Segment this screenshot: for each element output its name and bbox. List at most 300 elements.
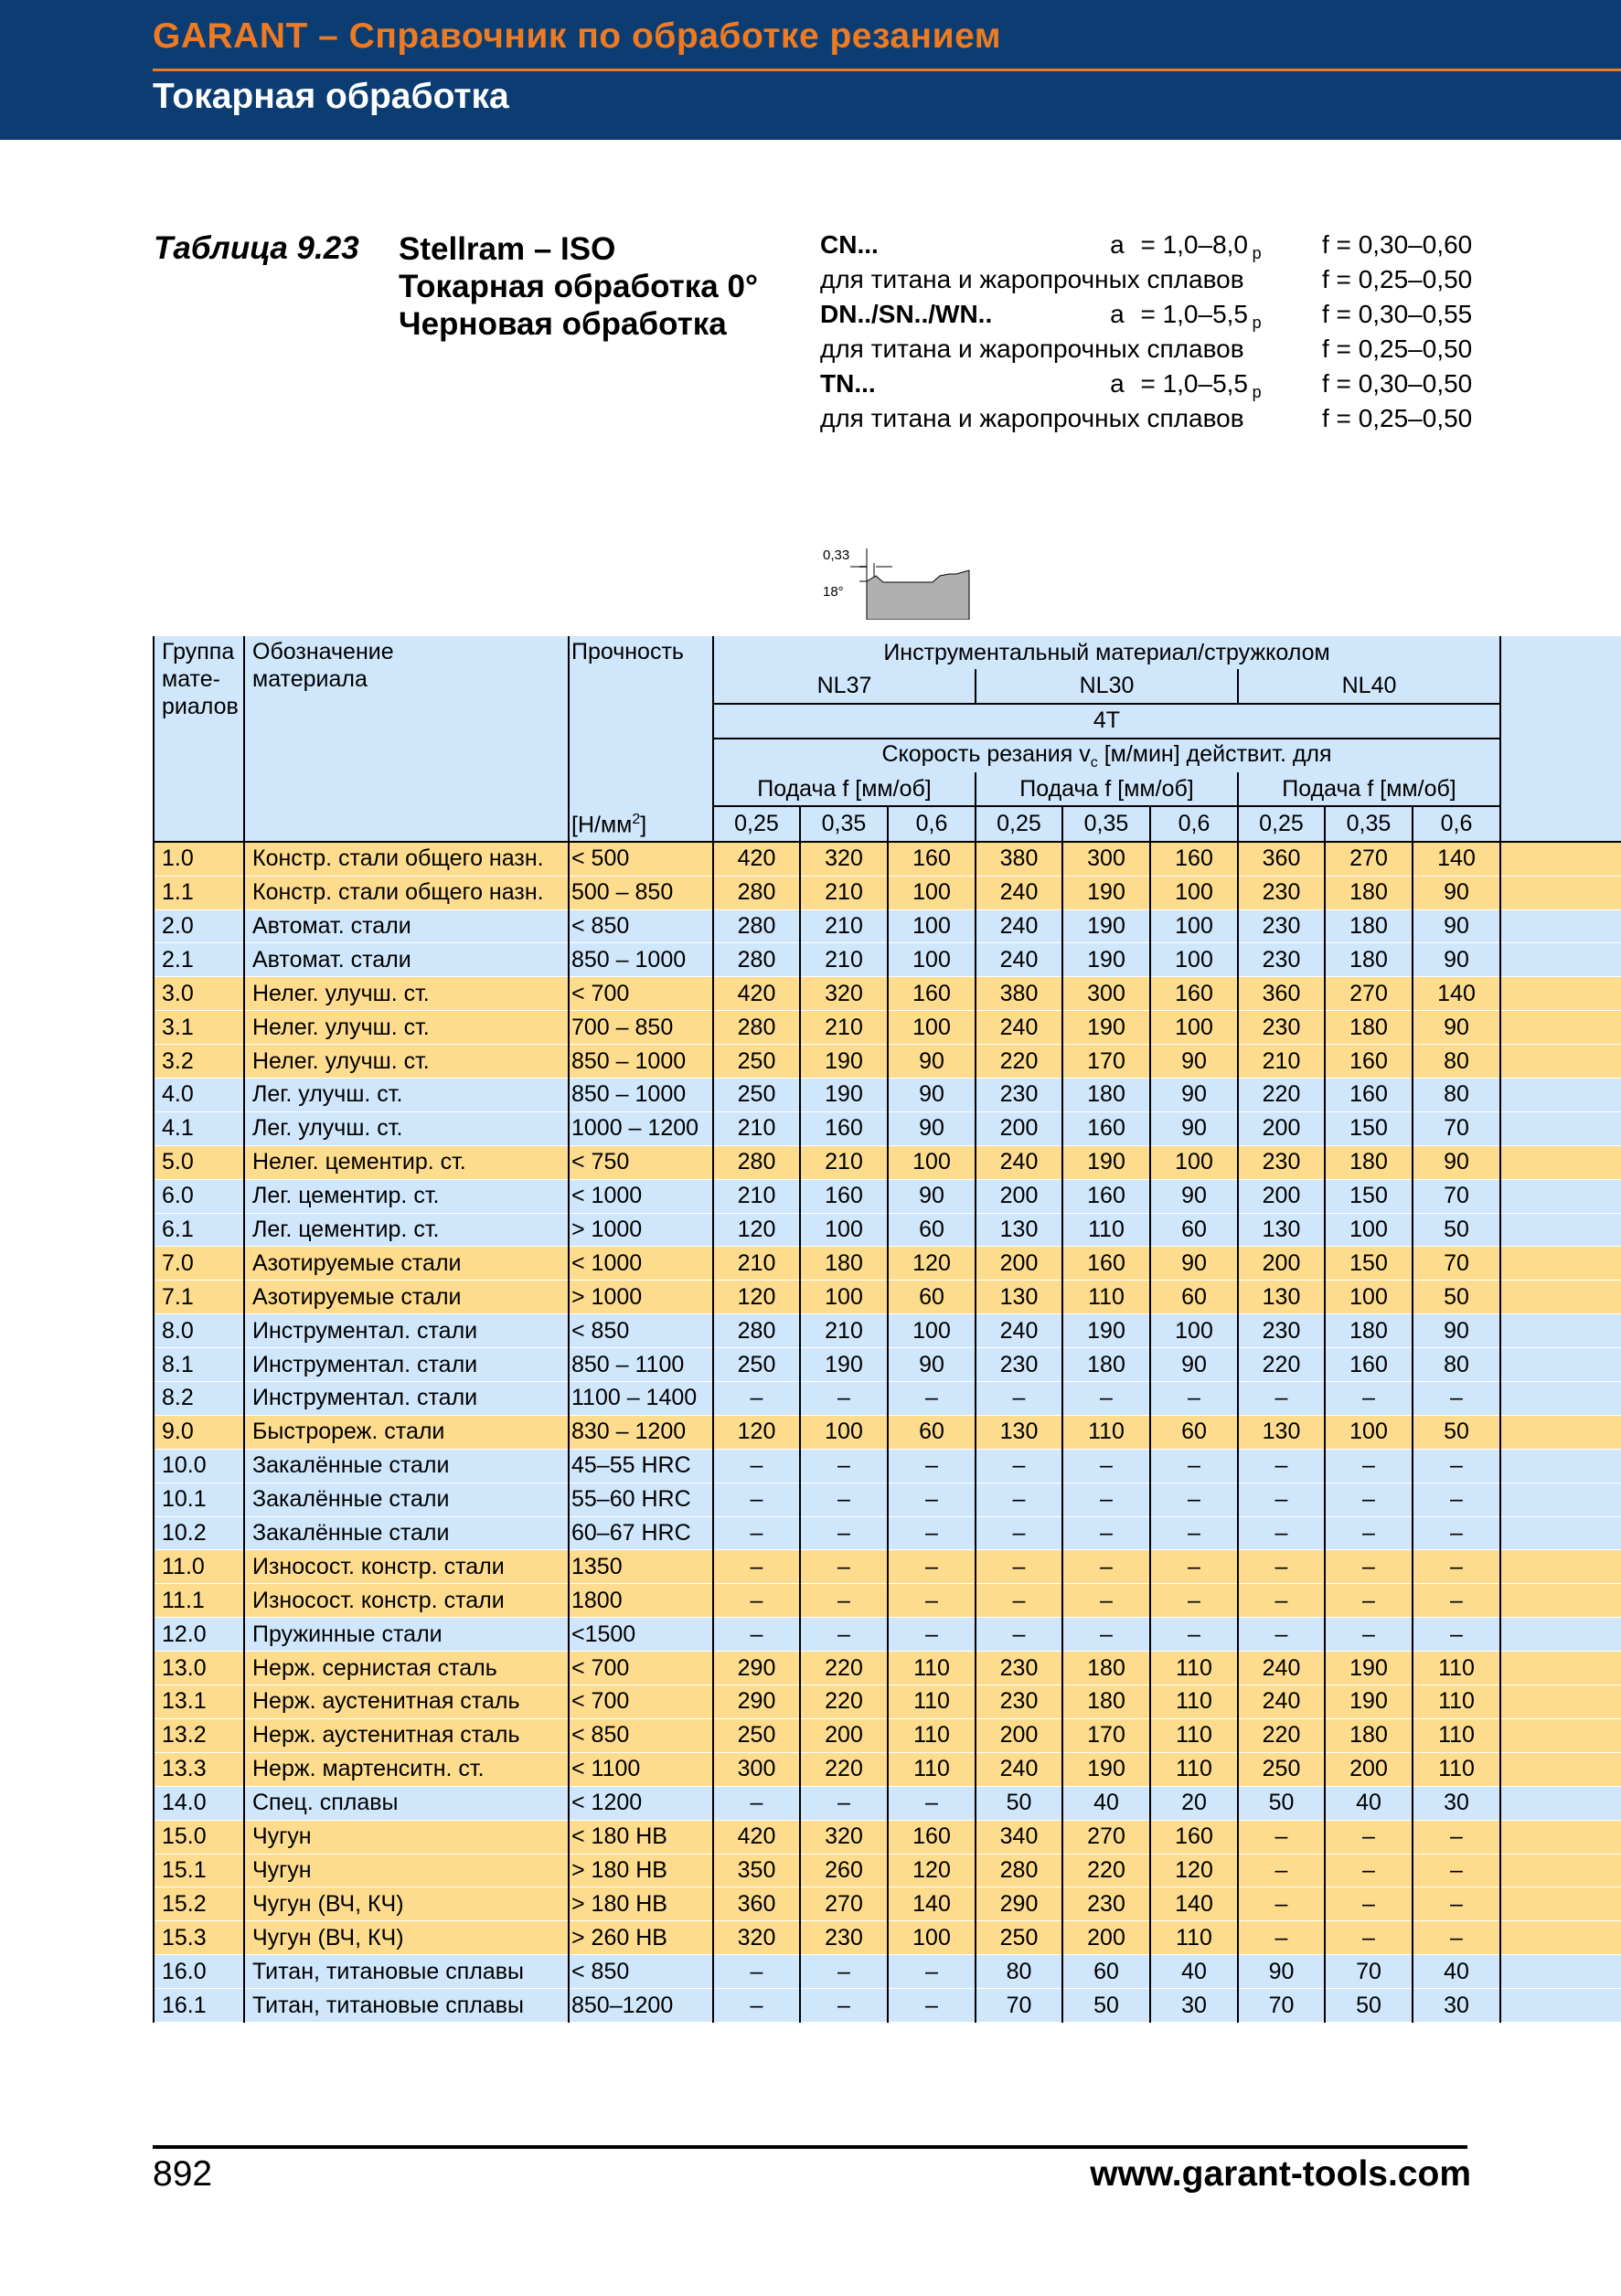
cell-material: Нерж. сернистая сталь xyxy=(244,1652,569,1685)
cell-speed: – xyxy=(1150,1449,1238,1483)
row-spacer xyxy=(1500,1921,1621,1955)
cell-speed: – xyxy=(1325,1483,1413,1516)
cell-speed: 360 xyxy=(1238,977,1325,1011)
cell-strength: > 1000 xyxy=(569,1213,713,1247)
spec-insert: для титана и жаропрочных сплавов xyxy=(820,335,1244,363)
cell-strength: <1500 xyxy=(569,1618,713,1652)
row-spacer xyxy=(1500,1887,1621,1921)
cell-strength: 850 – 1000 xyxy=(569,1079,713,1112)
cell-speed: – xyxy=(1325,1854,1413,1887)
cell-speed: 110 xyxy=(888,1718,976,1752)
cell-speed: 230 xyxy=(976,1685,1062,1719)
cell-speed: 210 xyxy=(713,1111,800,1145)
row-spacer xyxy=(1500,1550,1621,1584)
feed-value: 0,6 xyxy=(1413,806,1500,841)
cell-speed: 230 xyxy=(976,1348,1062,1382)
cell-speed: 240 xyxy=(976,909,1062,943)
table-row xyxy=(154,1652,1621,1685)
table-row xyxy=(154,1179,1621,1213)
cell-speed: 210 xyxy=(800,876,888,909)
cell-speed: – xyxy=(1413,1516,1500,1550)
cell-speed: 160 xyxy=(888,977,976,1011)
cell-speed: 30 xyxy=(1413,1786,1500,1820)
cell-speed: 90 xyxy=(1150,1247,1238,1281)
spec-feed: f = 0,30–0,55 xyxy=(1322,300,1473,328)
cell-speed: 180 xyxy=(1062,1652,1150,1685)
cell-speed: 110 xyxy=(1150,1718,1238,1752)
cell-speed: 100 xyxy=(1150,909,1238,943)
cell-strength: 1350 xyxy=(569,1550,713,1584)
cell-speed: 230 xyxy=(1062,1887,1150,1921)
cell-speed: 140 xyxy=(888,1887,976,1921)
table-title-line: Черновая обработка xyxy=(399,306,727,342)
cell-speed: 90 xyxy=(1413,1011,1500,1045)
cell-strength: 850–1200 xyxy=(569,1989,713,2023)
table-row xyxy=(154,1752,1621,1786)
cell-speed: 280 xyxy=(976,1854,1062,1887)
cell-speed: 380 xyxy=(976,842,1062,876)
cell-speed: 110 xyxy=(1062,1415,1150,1449)
cell-speed: 100 xyxy=(1150,943,1238,977)
cell-speed: 300 xyxy=(1062,842,1150,876)
cell-group: 6.0 xyxy=(154,1179,244,1213)
cell-strength: < 500 xyxy=(569,842,713,876)
cell-speed: 130 xyxy=(976,1281,1062,1314)
cell-speed: – xyxy=(1413,1550,1500,1584)
cell-material: Закалённые стали xyxy=(244,1449,569,1483)
cell-speed: 50 xyxy=(1413,1415,1500,1449)
cell-group: 3.0 xyxy=(154,977,244,1011)
cell-speed: – xyxy=(976,1449,1062,1483)
cell-speed: 100 xyxy=(1325,1213,1413,1247)
cell-speed: 220 xyxy=(976,1045,1062,1079)
cell-strength: > 1000 xyxy=(569,1281,713,1314)
cell-material: Чугун (ВЧ, КЧ) xyxy=(244,1921,569,1955)
cell-strength: > 180 HB xyxy=(569,1887,713,1921)
cell-speed: 180 xyxy=(1062,1348,1150,1382)
cell-speed: 60 xyxy=(1150,1415,1238,1449)
cell-material: Чугун xyxy=(244,1820,569,1854)
cell-group: 8.2 xyxy=(154,1382,244,1416)
cell-group: 15.2 xyxy=(154,1887,244,1921)
cell-speed: 180 xyxy=(1325,943,1413,977)
cell-speed: – xyxy=(713,1786,800,1820)
cell-speed: 160 xyxy=(1150,842,1238,876)
spec-insert: для титана и жаропрочных сплавов xyxy=(820,265,1244,293)
cell-speed: – xyxy=(800,1955,888,1989)
cell-speed: – xyxy=(713,1449,800,1483)
cell-speed: 290 xyxy=(713,1652,800,1685)
cell-group: 9.0 xyxy=(154,1415,244,1449)
cell-speed: 90 xyxy=(1413,943,1500,977)
cell-group: 15.3 xyxy=(154,1921,244,1955)
cell-material: Быстрореж. стали xyxy=(244,1415,569,1449)
cell-speed: 190 xyxy=(1062,1145,1150,1179)
cell-speed: – xyxy=(888,1516,976,1550)
cell-speed: 240 xyxy=(976,1752,1062,1786)
cell-speed: 260 xyxy=(800,1854,888,1887)
cell-speed: 80 xyxy=(1413,1045,1500,1079)
cell-speed: 130 xyxy=(1238,1415,1325,1449)
cell-speed: 100 xyxy=(1325,1281,1413,1314)
table-row xyxy=(154,1011,1621,1045)
cell-strength: < 1200 xyxy=(569,1786,713,1820)
cell-speed: 200 xyxy=(976,1247,1062,1281)
cell-group: 5.0 xyxy=(154,1145,244,1179)
row-spacer xyxy=(1500,1213,1621,1247)
spec-row xyxy=(820,335,1488,369)
cell-speed: – xyxy=(1413,1618,1500,1652)
table-row xyxy=(154,943,1621,977)
cell-speed: 230 xyxy=(1238,909,1325,943)
spec-feed: f = 0,25–0,50 xyxy=(1322,335,1473,363)
feed-value: 0,25 xyxy=(1238,806,1325,841)
cell-speed: 190 xyxy=(1062,876,1150,909)
cell-speed: – xyxy=(1062,1516,1150,1550)
feed-value: 0,35 xyxy=(800,806,888,841)
cell-speed: – xyxy=(800,1382,888,1416)
spec-row: TN... a $_p$ = 1,0–5,5 f = 0,30–0,50 xyxy=(820,369,1473,401)
cell-strength: < 750 xyxy=(569,1145,713,1179)
cell-speed: – xyxy=(1325,1820,1413,1854)
cell-material: Нерж. мартенситн. ст. xyxy=(244,1752,569,1786)
cell-speed: – xyxy=(888,1989,976,2023)
cell-strength: < 1100 xyxy=(569,1752,713,1786)
cell-speed: 60 xyxy=(1062,1955,1150,1989)
cell-speed: 340 xyxy=(976,1820,1062,1854)
cell-speed: 250 xyxy=(713,1045,800,1079)
table-row xyxy=(154,1550,1621,1584)
cell-speed: 180 xyxy=(1325,909,1413,943)
page-number: 892 xyxy=(153,2154,213,2194)
cell-speed: – xyxy=(1238,1820,1325,1854)
cell-speed: 100 xyxy=(888,1011,976,1045)
cell-group: 15.1 xyxy=(154,1854,244,1887)
cell-strength: < 1000 xyxy=(569,1179,713,1213)
cell-speed: 100 xyxy=(1150,1011,1238,1045)
cell-speed: 60 xyxy=(888,1281,976,1314)
cell-speed: 90 xyxy=(888,1348,976,1382)
col-header-strength-label: Прочность xyxy=(571,639,684,664)
col-header-material-line: материала xyxy=(252,666,368,692)
cell-speed: 130 xyxy=(976,1213,1062,1247)
cell-speed: 180 xyxy=(800,1247,888,1281)
cell-speed: 90 xyxy=(888,1079,976,1112)
cell-speed: 380 xyxy=(976,977,1062,1011)
table-row xyxy=(154,1921,1621,1955)
grade-nl37: NL37 xyxy=(713,669,976,703)
cell-speed: 40 xyxy=(1062,1786,1150,1820)
cell-speed: 40 xyxy=(1413,1955,1500,1989)
cell-speed: – xyxy=(1062,1584,1150,1618)
cell-speed: – xyxy=(1150,1550,1238,1584)
cell-speed: 110 xyxy=(1413,1652,1500,1685)
cell-strength: 1100 – 1400 xyxy=(569,1382,713,1416)
cell-speed: 100 xyxy=(888,943,976,977)
cell-speed: – xyxy=(1238,1584,1325,1618)
row-spacer xyxy=(1500,1179,1621,1213)
row-spacer xyxy=(1500,943,1621,977)
cell-speed: – xyxy=(1238,1449,1325,1483)
cell-speed: 160 xyxy=(1150,977,1238,1011)
row-spacer xyxy=(1500,1584,1621,1618)
feed-value: 0,35 xyxy=(1325,806,1413,841)
cell-group: 4.1 xyxy=(154,1111,244,1145)
header-title: GARANT – Справочник по обработке резанием xyxy=(153,16,1002,56)
cell-speed: – xyxy=(1062,1449,1150,1483)
cell-speed: 250 xyxy=(713,1718,800,1752)
table-row xyxy=(154,1382,1621,1416)
cell-group: 1.1 xyxy=(154,876,244,909)
cell-speed: 210 xyxy=(800,909,888,943)
cell-speed: 120 xyxy=(713,1281,800,1314)
cell-strength: 45–55 HRC xyxy=(569,1449,713,1483)
row-spacer xyxy=(1500,1752,1621,1786)
cell-speed: 70 xyxy=(1325,1955,1413,1989)
cell-speed: 190 xyxy=(800,1045,888,1079)
cell-speed: 280 xyxy=(713,876,800,909)
cell-group: 16.1 xyxy=(154,1989,244,2023)
grade-nl30: NL30 xyxy=(976,669,1238,703)
cell-speed: 70 xyxy=(976,1989,1062,2023)
cell-strength: 60–67 HRC xyxy=(569,1516,713,1550)
cell-material: Износост. констр. стали xyxy=(244,1550,569,1584)
cell-speed: 100 xyxy=(800,1415,888,1449)
cell-speed: 230 xyxy=(1238,943,1325,977)
spec-insert: TN... xyxy=(820,369,876,398)
cell-speed: 120 xyxy=(1150,1854,1238,1887)
cell-speed: 60 xyxy=(888,1415,976,1449)
cell-speed: 100 xyxy=(888,1921,976,1955)
cell-material: Титан, титановые сплавы xyxy=(244,1955,569,1989)
header-rule xyxy=(153,69,1621,71)
cell-speed: – xyxy=(1413,1584,1500,1618)
spec-insert: DN../SN../WN.. xyxy=(820,300,993,328)
cell-speed: 230 xyxy=(1238,1314,1325,1348)
cell-group: 10.1 xyxy=(154,1483,244,1516)
cell-group: 6.1 xyxy=(154,1213,244,1247)
cell-speed: 190 xyxy=(1062,1011,1150,1045)
cell-material: Титан, титановые сплавы xyxy=(244,1989,569,2023)
row-spacer xyxy=(1500,1955,1621,1989)
cell-speed: 240 xyxy=(976,1314,1062,1348)
cell-speed: 100 xyxy=(800,1213,888,1247)
row-spacer xyxy=(1500,977,1621,1011)
cell-speed: 180 xyxy=(1325,1011,1413,1045)
cell-speed: – xyxy=(800,1483,888,1516)
cell-group: 10.2 xyxy=(154,1516,244,1550)
cell-group: 11.0 xyxy=(154,1550,244,1584)
cell-group: 12.0 xyxy=(154,1618,244,1652)
cell-speed: – xyxy=(1413,1887,1500,1921)
cell-speed: 90 xyxy=(1150,1179,1238,1213)
cell-speed: 280 xyxy=(713,1314,800,1348)
cell-speed: 210 xyxy=(800,1011,888,1045)
row-spacer xyxy=(1500,1989,1621,2023)
cell-speed: 240 xyxy=(976,1145,1062,1179)
cell-speed: 100 xyxy=(888,1314,976,1348)
cell-speed: – xyxy=(888,1786,976,1820)
cell-speed: 200 xyxy=(1062,1921,1150,1955)
table-title-line: Stellram – ISO xyxy=(399,231,616,267)
cell-material: Инструментал. стали xyxy=(244,1382,569,1416)
cell-speed: – xyxy=(1238,1550,1325,1584)
cell-material: Нелег. улучш. ст. xyxy=(244,1011,569,1045)
spec-feed: f = 0,30–0,60 xyxy=(1322,230,1473,259)
cell-speed: 320 xyxy=(800,842,888,876)
cell-speed: – xyxy=(1413,1449,1500,1483)
cell-speed: – xyxy=(1150,1584,1238,1618)
cell-speed: – xyxy=(888,1449,976,1483)
cell-speed: 210 xyxy=(800,1145,888,1179)
cell-speed: – xyxy=(1325,1921,1413,1955)
cell-speed: 230 xyxy=(1238,1011,1325,1045)
cell-speed: 100 xyxy=(1150,876,1238,909)
cell-speed: 80 xyxy=(976,1955,1062,1989)
cell-speed: 110 xyxy=(1413,1718,1500,1752)
grade-nl40: NL40 xyxy=(1238,669,1500,703)
table-row xyxy=(154,1718,1621,1752)
table-row xyxy=(154,1045,1621,1079)
cell-speed: 160 xyxy=(888,1820,976,1854)
cell-speed: 110 xyxy=(1062,1213,1150,1247)
cell-speed: 120 xyxy=(888,1854,976,1887)
feed-value: 0,35 xyxy=(1062,806,1150,841)
feed-label: Подача f [мм/об] xyxy=(1238,772,1500,806)
cell-speed: – xyxy=(713,1618,800,1652)
row-spacer xyxy=(1500,1011,1621,1045)
cell-speed: 360 xyxy=(713,1887,800,1921)
cell-speed: 170 xyxy=(1062,1718,1150,1752)
cell-speed: – xyxy=(800,1786,888,1820)
table-row xyxy=(154,1415,1621,1449)
cell-speed: 180 xyxy=(1325,1145,1413,1179)
row-spacer xyxy=(1500,1718,1621,1752)
cell-speed: 180 xyxy=(1325,876,1413,909)
cell-speed: 110 xyxy=(1150,1685,1238,1719)
cell-speed: – xyxy=(713,1516,800,1550)
cell-strength: 850 – 1000 xyxy=(569,1045,713,1079)
cutting-speed-label: Скорость резания $v_c$ [м/мин] действит. для xyxy=(713,739,1500,772)
cell-speed: 80 xyxy=(1413,1348,1500,1382)
feed-label: Подача f [мм/об] xyxy=(713,772,976,806)
cell-strength: < 700 xyxy=(569,1652,713,1685)
cell-speed: 90 xyxy=(1413,1314,1500,1348)
cell-speed: 240 xyxy=(976,943,1062,977)
cell-speed: 210 xyxy=(800,1314,888,1348)
cell-speed: 220 xyxy=(800,1652,888,1685)
cell-speed: 230 xyxy=(1238,1145,1325,1179)
cell-speed: 110 xyxy=(1150,1921,1238,1955)
cell-speed: 140 xyxy=(1413,977,1500,1011)
col-header-strength xyxy=(569,636,713,842)
cell-speed: 30 xyxy=(1413,1989,1500,2023)
cell-speed: 190 xyxy=(1062,1752,1150,1786)
cell-speed: 230 xyxy=(800,1921,888,1955)
row-spacer xyxy=(1500,1145,1621,1179)
cell-speed: 100 xyxy=(1325,1415,1413,1449)
table-row xyxy=(154,1281,1621,1314)
spec-row: CN... a $_p$ = 1,0–8,0 f = 0,30–0,60 xyxy=(820,230,1473,262)
cell-speed: 90 xyxy=(1413,876,1500,909)
row-spacer xyxy=(1500,1854,1621,1887)
spec-insert: для титана и жаропрочных сплавов xyxy=(820,404,1244,432)
cell-speed: 70 xyxy=(1413,1247,1500,1281)
cell-speed: – xyxy=(1150,1516,1238,1550)
cell-speed: 200 xyxy=(976,1718,1062,1752)
cell-speed: 200 xyxy=(1238,1247,1325,1281)
cell-speed: 360 xyxy=(1238,842,1325,876)
cell-strength: 850 – 1000 xyxy=(569,943,713,977)
cell-speed: 240 xyxy=(1238,1685,1325,1719)
cell-speed: 110 xyxy=(1150,1752,1238,1786)
row-spacer xyxy=(1500,1820,1621,1854)
cell-speed: 160 xyxy=(1150,1820,1238,1854)
cell-speed: 250 xyxy=(713,1348,800,1382)
row-spacer xyxy=(1500,1786,1621,1820)
cell-speed: 210 xyxy=(713,1179,800,1213)
table-row xyxy=(154,1887,1621,1921)
row-spacer xyxy=(1500,1618,1621,1652)
cell-material: Лег. улучш. ст. xyxy=(244,1111,569,1145)
cell-speed: – xyxy=(976,1584,1062,1618)
cell-speed: 180 xyxy=(1325,1718,1413,1752)
cell-speed: 190 xyxy=(1062,909,1150,943)
cell-speed: 220 xyxy=(800,1685,888,1719)
cell-speed: 130 xyxy=(1238,1213,1325,1247)
cell-speed: 420 xyxy=(713,1820,800,1854)
cell-speed: 150 xyxy=(1325,1179,1413,1213)
row-spacer xyxy=(1500,1348,1621,1382)
row-spacer xyxy=(1500,842,1621,876)
feed-value: 0,25 xyxy=(976,806,1062,841)
table-row xyxy=(154,1483,1621,1516)
cell-speed: 110 xyxy=(888,1652,976,1685)
cell-group: 2.0 xyxy=(154,909,244,943)
cell-material: Инструментал. стали xyxy=(244,1314,569,1348)
table-row xyxy=(154,977,1621,1011)
cell-material: Нелег. улучш. ст. xyxy=(244,1045,569,1079)
cell-speed: 320 xyxy=(713,1921,800,1955)
cell-speed: – xyxy=(1413,1483,1500,1516)
table-row xyxy=(154,1348,1621,1382)
cell-strength: < 850 xyxy=(569,909,713,943)
cell-speed: 230 xyxy=(1238,876,1325,909)
cell-material: Нелег. улучш. ст. xyxy=(244,977,569,1011)
cell-speed: 200 xyxy=(1238,1179,1325,1213)
cell-speed: – xyxy=(976,1516,1062,1550)
cell-speed: 270 xyxy=(1325,977,1413,1011)
cell-speed: 200 xyxy=(800,1718,888,1752)
cutting-speed-table xyxy=(153,636,1621,2023)
cell-speed: 210 xyxy=(1238,1045,1325,1079)
cell-speed: – xyxy=(800,1584,888,1618)
cell-speed: – xyxy=(1238,1483,1325,1516)
table-row xyxy=(154,1955,1621,1989)
cell-strength: 830 – 1200 xyxy=(569,1415,713,1449)
cell-group: 10.0 xyxy=(154,1449,244,1483)
cell-speed: – xyxy=(800,1989,888,2023)
cell-speed: – xyxy=(713,1989,800,2023)
cell-speed: 110 xyxy=(1150,1652,1238,1685)
cell-material: Лег. улучш. ст. xyxy=(244,1079,569,1112)
spec-row: DN../SN../WN.. a $_p$ = 1,0–5,5 f = 0,30–0,55 xyxy=(820,300,1473,332)
cell-speed: 90 xyxy=(1150,1348,1238,1382)
cell-speed: – xyxy=(976,1618,1062,1652)
row-spacer xyxy=(1500,1045,1621,1079)
footer-url[interactable]: www.garant-tools.com xyxy=(1090,2154,1471,2194)
cell-speed: 190 xyxy=(1325,1685,1413,1719)
